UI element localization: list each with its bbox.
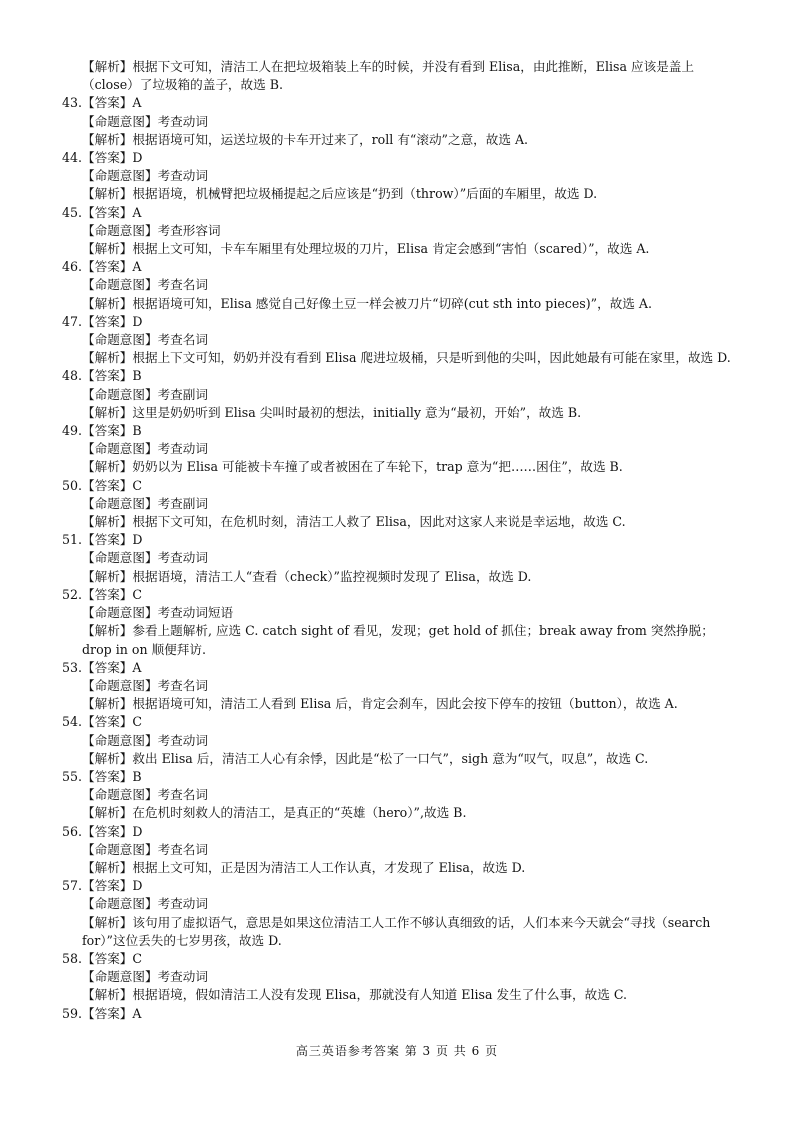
- question-number: 59.: [62, 1005, 83, 1021]
- intent-line: 【命题意图】考查名词: [82, 277, 208, 293]
- answer-value: 【答案】A: [82, 204, 142, 220]
- intent-line: 【命题意图】考查动词: [82, 550, 208, 566]
- answer-list: [62, 94, 742, 1004]
- answer-line: [62, 149, 742, 167]
- answer-value: 【答案】D: [82, 150, 143, 166]
- intent-line: 【命题意图】考查动词: [82, 732, 208, 748]
- answer-line: [62, 877, 742, 895]
- intent-line: 【命题意图】考查动词: [82, 113, 208, 129]
- answer-item: [62, 531, 742, 586]
- intent-line: 【命题意图】考查动词短语: [82, 605, 234, 621]
- analysis-line: 【解析】这里是奶奶听到 Elisa 尖叫时最初的想法，initially 意为“最初，开始”，故选 B.: [82, 404, 582, 420]
- answer-line: [62, 258, 742, 276]
- answer-line: [62, 586, 742, 604]
- analysis-line: 【解析】根据语境可知，Elisa 感觉自己好像土豆一样会被刀片“切碎(cut sth into pieces)”，故选 A.: [82, 295, 653, 311]
- question-number: 44.: [62, 150, 83, 166]
- answer-item: [62, 258, 742, 313]
- intent-line: 【命题意图】考查动词: [82, 969, 208, 985]
- analysis-line: 【解析】根据上文可知，卡车车厢里有处理垃圾的刀片，Elisa 肯定会感到“害怕（scared）”，故选 A.: [82, 241, 650, 257]
- analysis-line: 【解析】该句用了虚拟语气，意思是如果这位清洁工人工作不够认真细致的话，人们本来今天就会“寻找（search for）”这位丢失的七岁男孩，故选 D.: [82, 914, 711, 948]
- answer-line: [62, 367, 742, 385]
- intent-line: 【命题意图】考查形容词: [82, 222, 221, 238]
- answer-item: [62, 422, 742, 477]
- answer-item: [62, 768, 742, 823]
- intent-line: 【命题意图】考查名词: [82, 332, 208, 348]
- answer-item: [62, 950, 742, 1005]
- intro-analysis: [62, 58, 742, 94]
- intent-line: 【命题意图】考查名词: [82, 677, 208, 693]
- answer-item: [62, 149, 742, 204]
- answer-line: [62, 659, 742, 677]
- analysis-line: 【解析】根据语境，假如清洁工人没有发现 Elisa，那就没有人知道 Elisa 发生了什么事，故选 C.: [82, 987, 628, 1003]
- answer-value: 【答案】C: [82, 477, 143, 493]
- answer-content: [62, 58, 742, 1023]
- answer-value: 【答案】A: [82, 259, 142, 275]
- intent-line: 【命题意图】考查副词: [82, 386, 208, 402]
- question-number: 50.: [62, 477, 83, 493]
- answer-line: [62, 768, 742, 786]
- intent-line: 【命题意图】考查副词: [82, 495, 208, 511]
- answer-line: [62, 823, 742, 841]
- question-number: 46.: [62, 259, 83, 275]
- answer-item: [62, 877, 742, 950]
- analysis-line: 【解析】参看上题解析, 应选 C. catch sight of 看见，发现；get hold of 抓住；break away from 突然挣脱；drop in on 顺便拜访.: [82, 623, 714, 657]
- analysis-line: 【解析】根据上文可知，正是因为清洁工人工作认真，才发现了 Elisa，故选 D.: [82, 859, 526, 875]
- answer-line: [62, 422, 742, 440]
- answer-value: 【答案】D: [82, 878, 143, 894]
- analysis-line: 【解析】根据下文可知，在危机时刻，清洁工人救了 Elisa，因此对这家人来说是幸运地，故选 C.: [82, 514, 626, 530]
- answer-line: [62, 950, 742, 968]
- question-number: 56.: [62, 823, 83, 839]
- question-number: 52.: [62, 586, 83, 602]
- answer-value: 【答案】D: [82, 532, 143, 548]
- question-number: 48.: [62, 368, 83, 384]
- analysis-line: 【解析】根据上下文可知，奶奶并没有看到 Elisa 爬进垃圾桶，只是听到他的尖叫，因此她最有可能在家里，故选 D.: [82, 350, 731, 366]
- answer-value: 【答案】D: [82, 823, 143, 839]
- question-number: 57.: [62, 878, 83, 894]
- answer-value: 【答案】D: [82, 313, 143, 329]
- answer-value: 【答案】B: [82, 768, 142, 784]
- answer-value: 【答案】C: [82, 714, 143, 730]
- question-number: 54.: [62, 714, 83, 730]
- answer-value: 【答案】B: [82, 368, 142, 384]
- page-footer: 高三英语参考答案 第 3 页 共 6 页: [295, 1044, 499, 1058]
- intent-line: 【命题意图】考查名词: [82, 787, 208, 803]
- question-number: 43.: [62, 95, 83, 111]
- intent-line: 【命题意图】考查名词: [82, 841, 208, 857]
- answer-item: [62, 586, 742, 659]
- analysis-line: 【解析】根据语境可知，清洁工人看到 Elisa 后，肯定会刹车，因此会按下停车的按钮（button），故选 A.: [82, 696, 678, 712]
- answer-item: [62, 823, 742, 878]
- answer-item: [62, 477, 742, 532]
- analysis-line: 【解析】救出 Elisa 后，清洁工人心有余悸，因此是“松了一口气”，sigh 意为“叹气，叹息”，故选 C.: [82, 750, 649, 766]
- answer-line: [62, 94, 742, 112]
- analysis-line: 【解析】根据语境，清洁工人“查看（check）”监控视频时发现了 Elisa，故选 D.: [82, 568, 532, 584]
- answer-value: 【答案】B: [82, 423, 142, 439]
- intent-line: 【命题意图】考查动词: [82, 441, 208, 457]
- answer-item: [62, 713, 742, 768]
- answer-value: 【答案】A: [82, 1005, 142, 1021]
- question-number: 55.: [62, 768, 83, 784]
- answer-value: 【答案】C: [82, 950, 143, 966]
- analysis-text: 根据下文可知，清洁工人在把垃圾箱装上车的时候，并没有看到 Elisa，由此推断，Elisa 应该是盖上（close）了垃圾箱的盖子，故选 B.: [82, 59, 694, 93]
- question-number: 51.: [62, 532, 83, 548]
- answer-value: 【答案】A: [82, 95, 142, 111]
- analysis-line: 【解析】根据语境，机械臂把垃圾桶提起之后应该是“扔到（throw）”后面的车厢里，故选 D.: [82, 186, 598, 202]
- analysis-line: 【解析】根据语境可知，运送垃圾的卡车开过来了，roll 有“滚动”之意，故选 A.: [82, 131, 529, 147]
- answer-line: [62, 313, 742, 331]
- analysis-line: 【解析】在危机时刻救人的清洁工，是真正的“英雄（hero）”,故选 B.: [82, 805, 467, 821]
- answer-item: [62, 659, 742, 714]
- answer-line: [62, 1005, 742, 1023]
- answer-value: 【答案】A: [82, 659, 142, 675]
- answer-item: [62, 313, 742, 368]
- answer-value: 【答案】C: [82, 586, 143, 602]
- answer-item: [62, 94, 742, 149]
- answer-line: [62, 531, 742, 549]
- answer-line: [62, 713, 742, 731]
- answer-item: [62, 367, 742, 422]
- question-number: 45.: [62, 204, 83, 220]
- question-number: 58.: [62, 950, 83, 966]
- question-number: 47.: [62, 313, 83, 329]
- analysis-tag: 【解析】: [82, 59, 133, 74]
- intent-line: 【命题意图】考查动词: [82, 896, 208, 912]
- answer-line: [62, 477, 742, 495]
- analysis-line: 【解析】奶奶以为 Elisa 可能被卡车撞了或者被困在了车轮下，trap 意为“把……困住”，故选 B.: [82, 459, 623, 475]
- question-number: 53.: [62, 659, 83, 675]
- question-number: 49.: [62, 423, 83, 439]
- answer-line: [62, 204, 742, 222]
- answer-item: [62, 204, 742, 259]
- intent-line: 【命题意图】考查动词: [82, 168, 208, 184]
